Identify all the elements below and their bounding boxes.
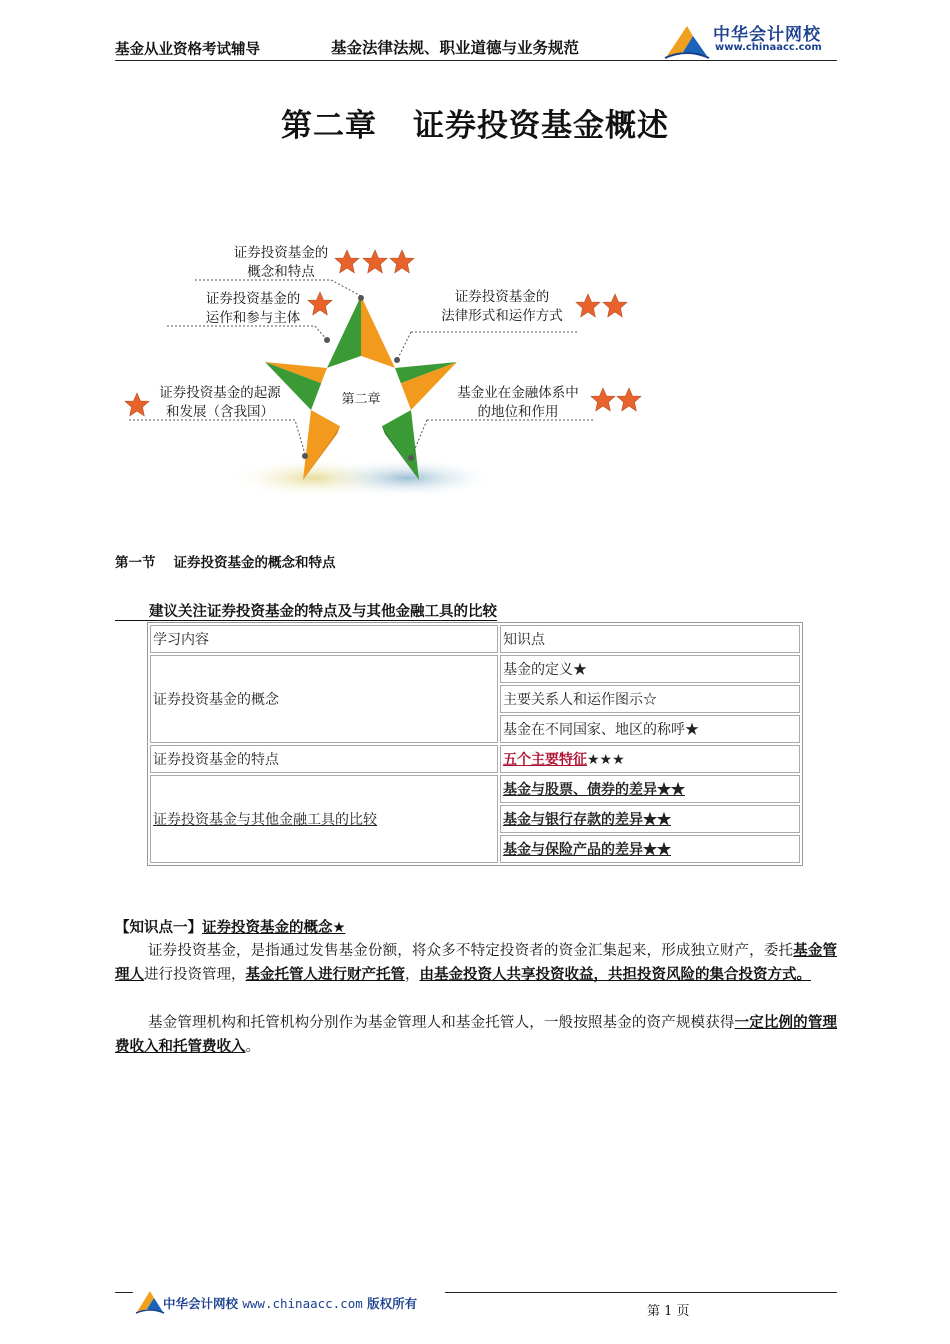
row-point: 基金在不同国家、地区的称呼★ [500, 715, 800, 743]
diagram-item-origin: 证券投资基金的起源 和发展（含我国） [159, 385, 281, 420]
footer-rights: 版权所有 [367, 1296, 418, 1311]
logo-url: www.chinaacc.com [715, 42, 822, 53]
chapter-number: 第二章 [281, 108, 377, 144]
diagram-center-label: 第二章 [341, 392, 381, 407]
header-content: 学习内容 [150, 625, 498, 653]
row-content: 证券投资基金的特点 [150, 745, 498, 773]
table-row [150, 745, 800, 773]
header-rule [115, 60, 837, 61]
logo-name: 中华会计网校 [713, 25, 821, 45]
row-point-link[interactable]: 基金与股票、债券的差异★★ [500, 775, 800, 803]
section-title [115, 551, 336, 571]
page-number: 第 1 页 [647, 1304, 690, 1319]
study-suggestion [115, 600, 497, 621]
knowledge-bracket: 【知识点一】 [115, 920, 202, 936]
diagram-item-concept: 证券投资基金的 概念和特点 [233, 245, 329, 280]
row-point-link[interactable]: 基金与保险产品的差异★★ [500, 835, 800, 863]
footer-rule-left [115, 1292, 133, 1293]
diagram-item-role: 基金业在金融体系中 的地位和作用 [457, 385, 579, 420]
header-exam-name: 基金从业资格考试辅导 [115, 42, 260, 58]
features-link[interactable]: 五个主要特征 [503, 752, 587, 768]
table-row [150, 655, 800, 683]
footer-rule-right [445, 1292, 837, 1293]
logo-mark-icon [663, 20, 711, 60]
header-subject: 基金法律法规、职业道德与业务规范 [331, 39, 580, 57]
knowledge-title: 证券投资基金的概念★ [202, 920, 346, 936]
chapter-name: 证券投资基金概述 [413, 108, 669, 144]
row-point-link[interactable]: 基金与银行存款的差异★★ [500, 805, 800, 833]
footer-url[interactable]: www.chinaacc.com [242, 1296, 363, 1311]
diagram-item-legal-form: 证券投资基金的 法律形式和运作方式 [441, 289, 563, 324]
study-table [147, 622, 803, 866]
features-stars: ★★★ [587, 752, 625, 768]
row-point: 基金的定义★ [500, 655, 800, 683]
header-points: 知识点 [500, 625, 800, 653]
chapter-star-diagram [115, 232, 675, 504]
star-graphic [115, 232, 675, 504]
footer-brand: 中华会计网校 [163, 1296, 239, 1311]
row-point [500, 745, 800, 773]
page-footer [115, 1288, 837, 1322]
table-header-row [150, 625, 800, 653]
row-content: 证券投资基金的概念 [150, 655, 498, 743]
footer-logo-icon [135, 1288, 165, 1314]
table-row [150, 775, 800, 803]
knowledge-point-heading [115, 916, 346, 937]
section-name: 证券投资基金的概念和特点 [173, 555, 336, 571]
footer-copyright [163, 1294, 417, 1312]
suggestion-text: 建议关注证券投资基金的特点及与其他金融工具的比较 [149, 604, 497, 620]
definition-paragraph: 证券投资基金，是指通过发售基金份额，将众多不特定投资者的资金汇集起来，形成独立财产，委托基金管理人进行投资管理，基金托管人进行财产托管，由基金投资人共享投资收益，共担投资风险的集合投资方式。 [115, 943, 837, 983]
row-point: 主要关系人和运作图示☆ [500, 685, 800, 713]
section-label: 第一节 [115, 555, 156, 571]
diagram-item-operation: 证券投资基金的 运作和参与主体 [205, 291, 301, 326]
fee-paragraph: 基金管理机构和托管机构分别作为基金管理人和基金托管人，一般按照基金的资产规模获得一定比例的管理费收入和托管费收入。 [115, 1015, 838, 1055]
chapter-title [0, 100, 950, 145]
page-header [115, 26, 837, 62]
header-logo[interactable] [663, 20, 839, 60]
row-content-link[interactable]: 证券投资基金与其他金融工具的比较 [150, 775, 498, 863]
